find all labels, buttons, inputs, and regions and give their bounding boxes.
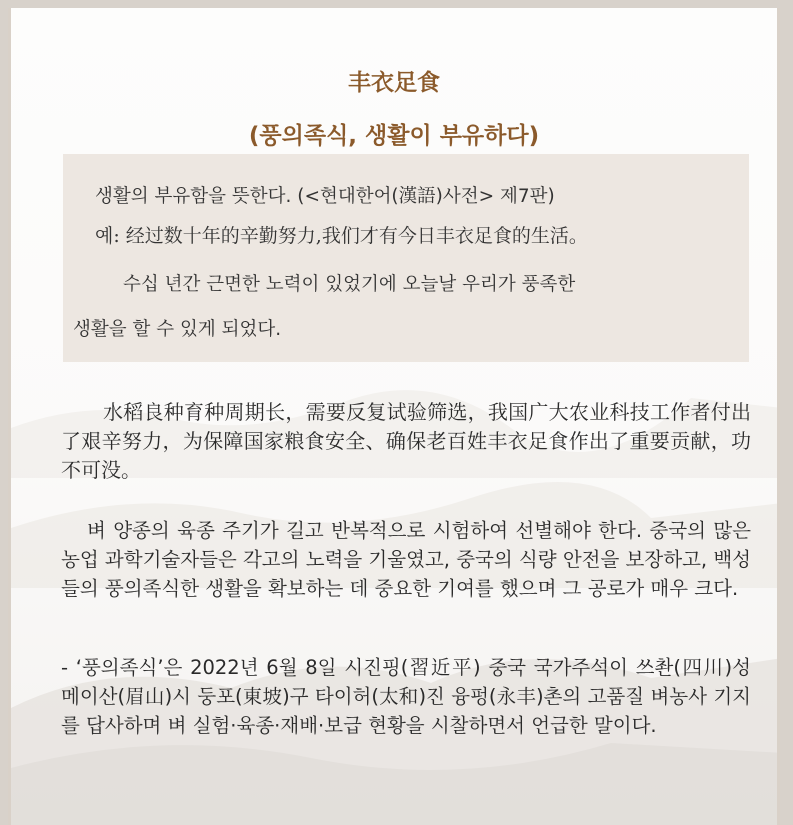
note-paragraph: - ‘풍의족식’은 2022년 6월 8일 시진핑(習近平) 중국 국가주석이 쓰촨(四川)성 메이산(眉山)시 둥포(東坡)구 타이허(太和)진 융펑(永丰)촌의 고품질 벼농사 기지를 답사하며 벼 실험·육종·재배·보급 현황을 시찰하면서 언급한 말이다. (61, 656, 751, 737)
example-translation-line: 생활을 할 수 있게 되었다. (73, 319, 282, 340)
page-card (8, 8, 780, 825)
page-subtitle: (풍의족식, 생활이 부유하다) (248, 123, 540, 149)
page-title: 丰衣足食 (348, 70, 440, 96)
example-line: 예: 经过数十年的辛勤努力,我们才有今日丰衣足食的生活。 (95, 225, 588, 247)
korean-paragraph: 벼 양종의 육종 주기가 길고 반복적으로 시험하여 선별해야 한다. 중국의 많은 농업 과학기술자들은 각고의 노력을 기울였고, 중국의 식량 안전을 보장하고, 백성들의 풍의족식한 생활을 확보하는 데 중요한 기여를 했으며 그 공로가 매우 크다. (61, 519, 751, 600)
chinese-paragraph: 水稻良种育种周期长，需要反复试验筛选，我国广大农业科技工作者付出了艰辛努力，为保障国家粮食安全、确保老百姓丰衣足食作出了重要贡献，功不可没。 (61, 400, 751, 482)
definition-line: 생활의 부유함을 뜻한다. (<현대한어(漢語)사전> 제7판) (95, 186, 555, 207)
example-translation-line: 수십 년간 근면한 노력이 있었기에 오늘날 우리가 풍족한 (123, 274, 576, 295)
